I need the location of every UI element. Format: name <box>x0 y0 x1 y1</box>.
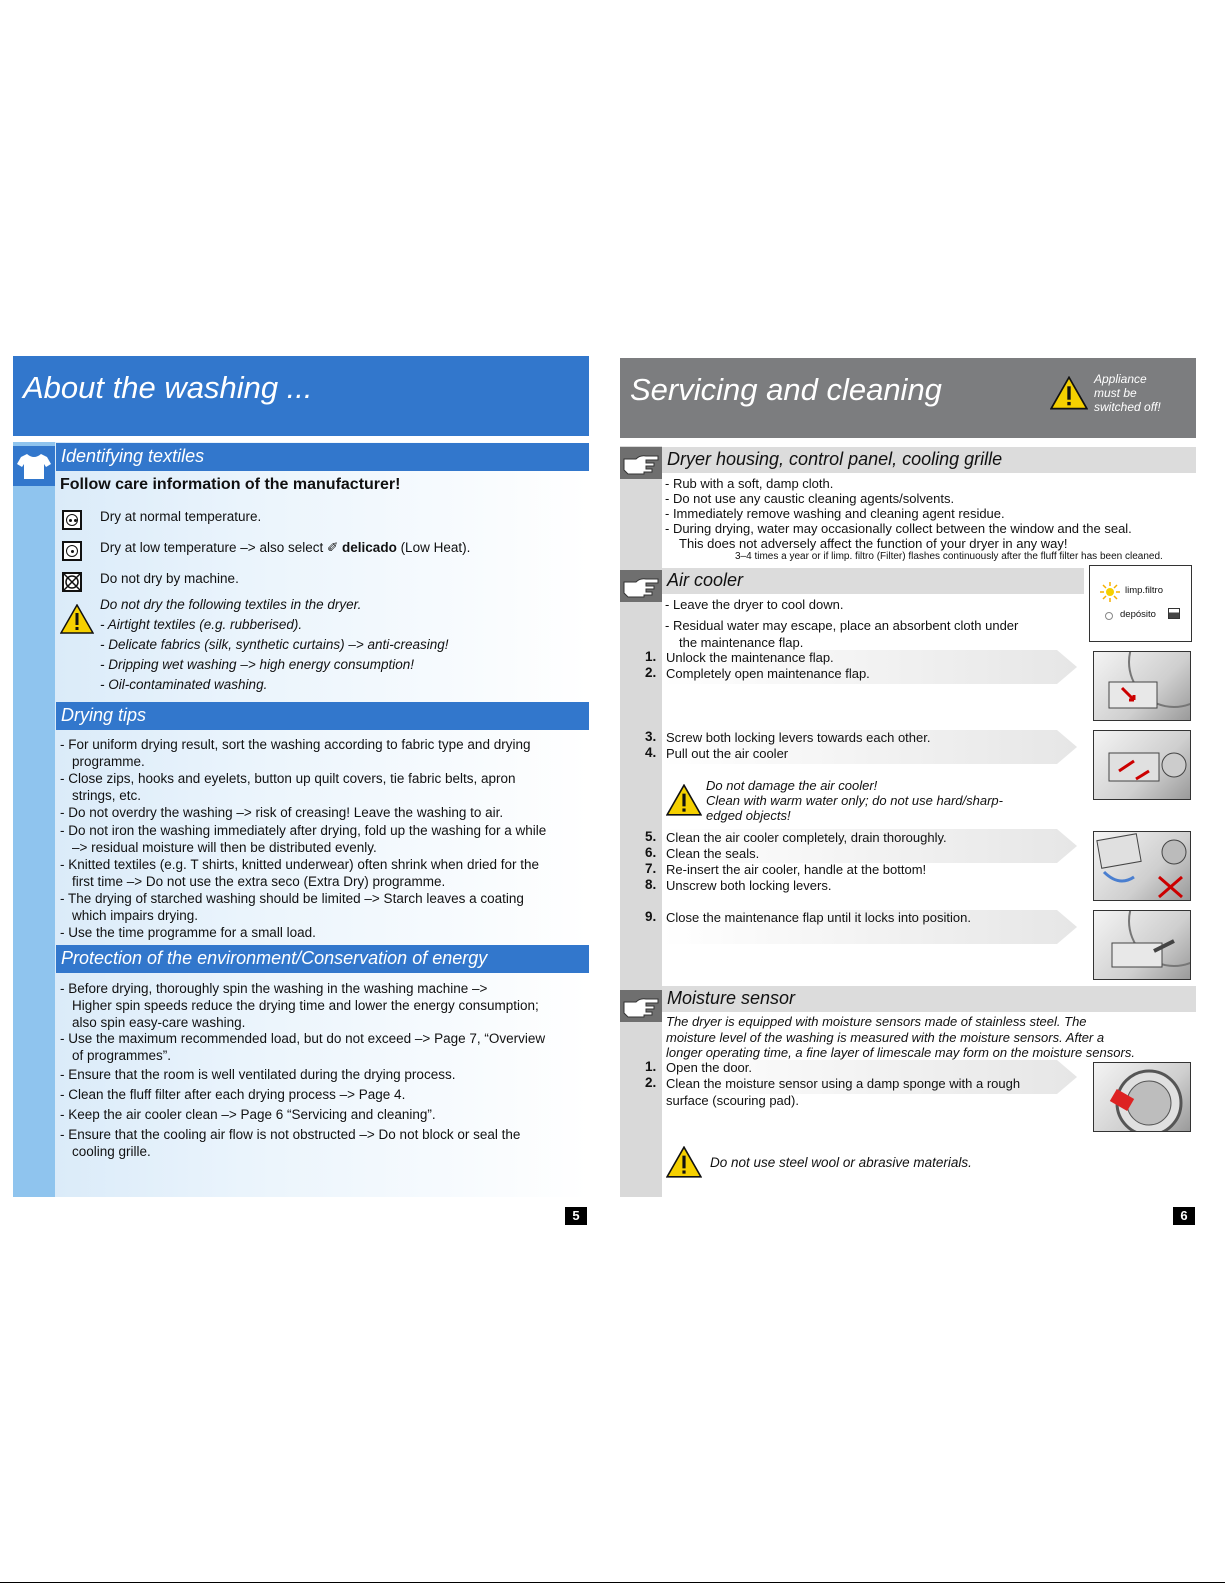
do-not-tumble-dry-icon <box>62 572 82 592</box>
step-number: 1. <box>645 649 657 664</box>
left-page-header <box>13 356 589 436</box>
warning-triangle-icon <box>60 604 94 639</box>
step-number: 3. <box>645 729 657 744</box>
step-text: Unlock the maintenance flap. <box>666 650 834 665</box>
dryer-low-symbol-icon <box>62 541 82 561</box>
step-text: Pull out the air cooler <box>666 746 789 761</box>
hand-pointer-icon <box>620 990 662 1022</box>
section-heading-air-cooler: Air cooler <box>662 568 1084 594</box>
tip-item: - The drying of starched washing should be limited –> Starch leaves a coating which impairs drying. <box>60 891 524 923</box>
warning-triangle-icon <box>666 784 702 821</box>
tip-item: - Use the time programme for a small load. <box>60 925 316 940</box>
tip-item: - Knitted textiles (e.g. T shirts, knitted underwear) often shrink when dried for the first time –> Do not use the extra seco (Extra Dry) programme. <box>60 857 539 889</box>
illustration-clean-cooler <box>1093 831 1191 901</box>
water-tank-icon <box>1168 608 1180 619</box>
step-number: 8. <box>645 877 657 892</box>
section-heading-identifying-textiles: Identifying textiles <box>56 443 589 471</box>
step-text: Open the door. <box>666 1060 753 1075</box>
step-text: Screw both locking levers towards each other. <box>666 730 931 745</box>
housing-items: - Rub with a soft, damp cloth. - Do not use any caustic cleaning agents/solvents. - Immediately remove washing and cleaning agent residue. - During drying, water may occasionally collect between the window and the seal. This does not adversely affect the function of your dryer in any way! <box>665 476 1132 551</box>
section-heading-drying-tips: Drying tips <box>56 702 589 730</box>
warning-title: Do not dry the following textiles in the dryer. <box>100 597 362 612</box>
env-item: - Keep the air cooler clean –> Page 6 “Servicing and cleaning”. <box>60 1107 436 1122</box>
step-number: 6. <box>645 845 657 860</box>
warning-triangle-icon <box>666 1146 702 1183</box>
env-item: - Ensure that the room is well ventilated during the drying process. <box>60 1067 456 1082</box>
left-side-strip <box>13 442 55 1197</box>
illustration-moisture-sensor <box>1093 1062 1191 1132</box>
page-title: About the washing ... <box>23 370 313 405</box>
env-item: - Clean the fluff filter after each drying process –> Page 4. <box>60 1087 406 1102</box>
symbol-text-normal: Dry at normal temperature. <box>100 509 262 524</box>
shirt-icon <box>13 446 55 486</box>
care-info-line: Follow care information of the manufacturer! <box>60 476 401 493</box>
page-number: 6 <box>1173 1207 1195 1225</box>
step-text: Re-insert the air cooler, handle at the bottom! <box>666 862 927 877</box>
section-heading-housing: Dryer housing, control panel, cooling grille <box>662 447 1196 473</box>
indicator-label: limp.filtro <box>1125 585 1164 596</box>
hand-pointer-icon <box>620 570 662 602</box>
flashing-light-icon <box>1100 582 1120 607</box>
tip-item: - For uniform drying result, sort the washing according to fabric type and drying programme. <box>60 737 531 769</box>
illustration-locking-levers <box>1093 730 1191 800</box>
section-heading-environment: Protection of the environment/Conservation of energy <box>56 945 589 973</box>
housing-note: 3–4 times a year or if limp. filtro (Filter) flashes continuously after the fluff filter has been cleaned. <box>735 551 1163 562</box>
warning-item: - Dripping wet washing –> high energy consumption! <box>100 657 415 672</box>
step-number: 9. <box>645 909 657 924</box>
step-number: 4. <box>645 745 657 760</box>
moisture-intro: The dryer is equipped with moisture sensors made of stainless steel. The moisture level of the washing is measured with the moisture sensors. After a longer operating time, a fine layer of limescale may form on the moisture sensors. <box>666 1014 1135 1060</box>
step-text: Unscrew both locking levers. <box>666 878 832 893</box>
warning-item: - Delicate fabrics (silk, synthetic curtains) –> anti-creasing! <box>100 637 449 652</box>
step-number: 1. <box>645 1059 657 1074</box>
step-text: Close the maintenance flap until it locks into position. <box>666 910 971 925</box>
warning-item: - Oil-contaminated washing. <box>100 677 268 692</box>
illustration-unlock-flap <box>1093 651 1191 721</box>
env-item: - Use the maximum recommended load, but do not exceed –> Page 7, “Overview of programmes”. <box>60 1031 546 1063</box>
page-number: 5 <box>565 1207 587 1225</box>
warning-item: - Airtight textiles (e.g. rubberised). <box>100 617 303 632</box>
indicator-panel <box>1089 565 1192 642</box>
hand-pointer-icon <box>620 447 662 479</box>
footer-rule <box>0 1582 1225 1583</box>
step-number: 7. <box>645 861 657 876</box>
switched-off-warning: Appliance must be switched off! <box>1094 372 1161 414</box>
step-number: 2. <box>645 665 657 680</box>
tip-item: - Close zips, hooks and eyelets, button up quilt covers, tie fabric belts, apron strings, etc. <box>60 771 516 803</box>
dryer-normal-symbol-icon <box>62 510 82 530</box>
tip-item: - Do not iron the washing immediately after drying, fold up the washing for a while –> residual moisture will then be distributed evenly. <box>60 823 547 855</box>
indicator-off-icon <box>1105 612 1113 620</box>
step-text: Clean the moisture sensor using a damp sponge with a rough <box>666 1076 1021 1091</box>
moisture-warning: Do not use steel wool or abrasive materials. <box>710 1155 972 1170</box>
step-text: surface (scouring pad). <box>666 1093 799 1108</box>
step-text: Clean the air cooler completely, drain thoroughly. <box>666 830 947 845</box>
page-title: Servicing and cleaning <box>630 372 942 407</box>
delicate-icon: ✐ <box>326 540 343 555</box>
illustration-close-flap <box>1093 910 1191 980</box>
step-number: 5. <box>645 829 657 844</box>
air-cooler-intro: - Leave the dryer to cool down. - Residual water may escape, place an absorbent cloth under the maintenance flap. <box>665 597 1019 650</box>
indicator-label: depósito <box>1120 609 1156 620</box>
step-number: 2. <box>645 1075 657 1090</box>
step-text: Completely open maintenance flap. <box>666 666 870 681</box>
air-cooler-warning: Do not damage the air cooler! Clean with warm water only; do not use hard/sharp- edged objects! <box>706 778 1003 823</box>
section-heading-moisture-sensor: Moisture sensor <box>662 986 1196 1012</box>
warning-triangle-icon <box>1050 376 1088 415</box>
tip-item: - Do not overdry the washing –> risk of creasing! Leave the washing to air. <box>60 805 504 820</box>
symbol-text-low: Dry at low temperature –> also select ✐ delicado (Low Heat). <box>100 540 471 555</box>
env-item: - Ensure that the cooling air flow is not obstructed –> Do not block or seal the cooling grille. <box>60 1127 521 1159</box>
symbol-text-no-dry: Do not dry by machine. <box>100 571 239 586</box>
step-text: Clean the seals. <box>666 846 760 861</box>
env-item: - Before drying, thoroughly spin the washing in the washing machine –> Higher spin speeds reduce the drying time and lower the energy consumption; also spin easy-care washing. <box>60 981 539 1030</box>
